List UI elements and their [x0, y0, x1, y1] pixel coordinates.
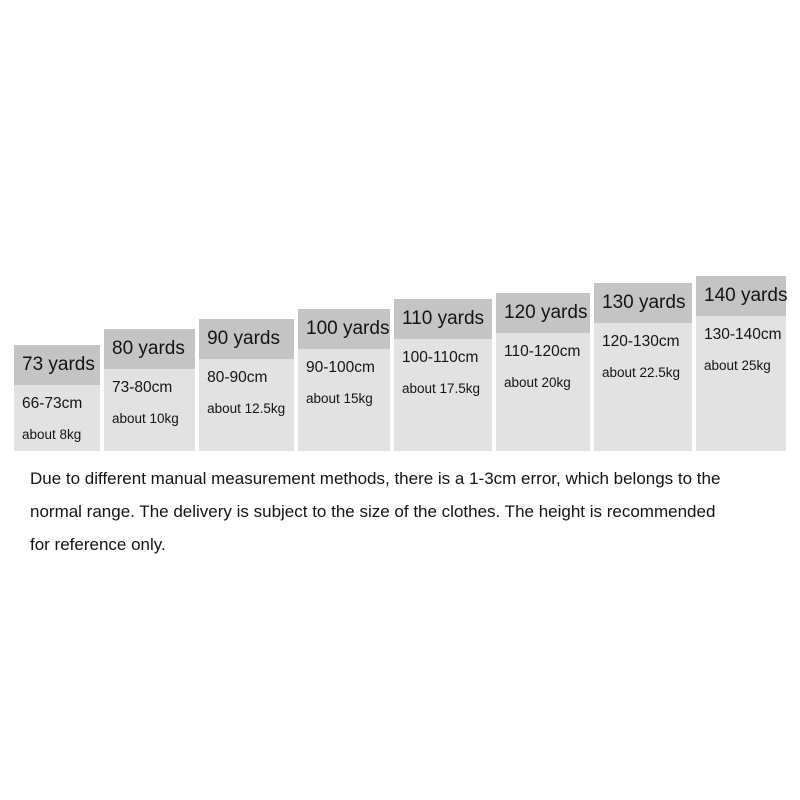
size-details — [496, 333, 590, 451]
size-details — [298, 349, 390, 451]
size-column — [696, 276, 786, 451]
size-label: 120 yards — [496, 293, 590, 333]
weight-value: about 10kg — [112, 410, 179, 426]
size-details — [696, 316, 786, 451]
size-label: 110 yards — [394, 299, 492, 339]
size-column — [14, 345, 100, 451]
weight-value: about 25kg — [704, 357, 771, 373]
height-range: 100-110cm — [402, 349, 479, 366]
height-range: 73-80cm — [112, 379, 173, 396]
size-label: 140 yards — [696, 276, 786, 316]
height-range: 90-100cm — [306, 359, 375, 376]
height-range: 80-90cm — [207, 369, 268, 386]
height-range: 130-140cm — [704, 326, 782, 343]
weight-value: about 20kg — [504, 374, 571, 390]
size-column — [594, 283, 692, 451]
size-column — [496, 293, 590, 451]
size-details — [104, 369, 195, 451]
size-column — [104, 329, 195, 451]
height-range: 120-130cm — [602, 333, 680, 350]
size-details — [14, 385, 100, 451]
size-chart — [14, 276, 786, 451]
height-range: 66-73cm — [22, 395, 83, 412]
size-label: 90 yards — [199, 319, 294, 359]
size-column — [298, 309, 390, 451]
size-label: 130 yards — [594, 283, 692, 323]
weight-value: about 22.5kg — [602, 364, 681, 380]
size-label: 100 yards — [298, 309, 390, 349]
size-details — [199, 359, 294, 451]
weight-value: about 17.5kg — [402, 380, 481, 396]
weight-value: about 8kg — [22, 426, 82, 442]
size-details — [394, 339, 492, 451]
weight-value: about 15kg — [306, 390, 373, 406]
measurement-note: Due to different manual measurement methods, there is a 1-3cm error, which belongs to the normal range. The delivery is subject to the size of the clothes. The height is recommended for reference only. — [30, 469, 721, 554]
size-label: 73 yards — [14, 345, 100, 385]
size-column — [394, 299, 492, 451]
height-range: 110-120cm — [504, 343, 581, 360]
size-label: 80 yards — [104, 329, 195, 369]
size-details — [594, 323, 692, 451]
size-column — [199, 319, 294, 451]
weight-value: about 12.5kg — [207, 400, 286, 416]
